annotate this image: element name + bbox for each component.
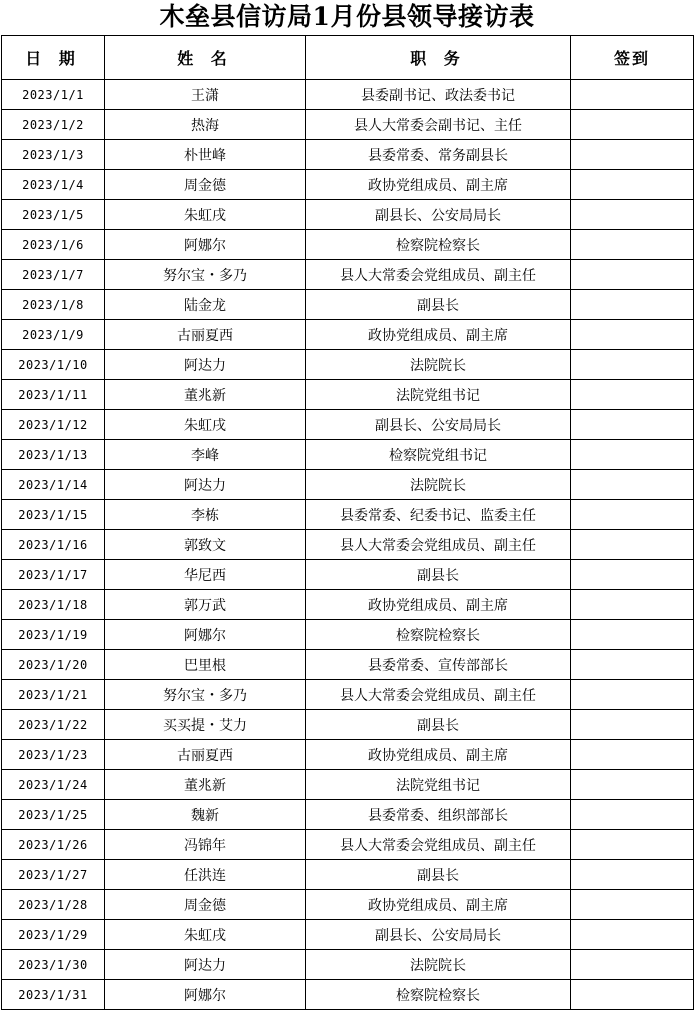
date-cell: 2023/1/18 <box>2 590 105 620</box>
date-cell: 2023/1/7 <box>2 260 105 290</box>
position-cell: 副县长 <box>306 560 571 590</box>
date-cell: 2023/1/6 <box>2 230 105 260</box>
sign-cell[interactable] <box>571 320 694 350</box>
sign-cell[interactable] <box>571 410 694 440</box>
position-cell: 副县长 <box>306 710 571 740</box>
position-cell: 法院院长 <box>306 950 571 980</box>
position-cell: 县人大常委会党组成员、副主任 <box>306 830 571 860</box>
visit-schedule-table <box>1 35 694 1010</box>
table-row <box>2 440 694 470</box>
sign-cell[interactable] <box>571 440 694 470</box>
sign-cell[interactable] <box>571 290 694 320</box>
name-cell: 阿达力 <box>105 350 306 380</box>
position-cell: 政协党组成员、副主席 <box>306 890 571 920</box>
table-row <box>2 860 694 890</box>
sign-cell[interactable] <box>571 260 694 290</box>
date-cell: 2023/1/27 <box>2 860 105 890</box>
name-cell: 朱虹戌 <box>105 410 306 440</box>
name-cell: 任洪连 <box>105 860 306 890</box>
table-row <box>2 200 694 230</box>
table-header <box>2 36 694 80</box>
table-row <box>2 950 694 980</box>
table-row <box>2 590 694 620</box>
date-cell: 2023/1/16 <box>2 530 105 560</box>
date-cell: 2023/1/25 <box>2 800 105 830</box>
date-cell: 2023/1/2 <box>2 110 105 140</box>
name-cell: 朱虹戌 <box>105 920 306 950</box>
position-cell: 法院党组书记 <box>306 380 571 410</box>
name-cell: 阿达力 <box>105 950 306 980</box>
name-cell: 努尔宝・多乃 <box>105 260 306 290</box>
table-row <box>2 110 694 140</box>
name-cell: 华尼西 <box>105 560 306 590</box>
sign-cell[interactable] <box>571 620 694 650</box>
table-row <box>2 740 694 770</box>
position-cell: 副县长 <box>306 860 571 890</box>
sign-cell[interactable] <box>571 920 694 950</box>
header-position: 职 务 <box>306 36 571 80</box>
name-cell: 朱虹戌 <box>105 200 306 230</box>
table-row <box>2 470 694 500</box>
page-title: 木垒县信访局1月份县领导接访表 <box>159 2 535 31</box>
name-cell: 李峰 <box>105 440 306 470</box>
position-cell: 县委常委、纪委书记、监委主任 <box>306 500 571 530</box>
sign-cell[interactable] <box>571 710 694 740</box>
position-cell: 法院党组书记 <box>306 770 571 800</box>
date-cell: 2023/1/28 <box>2 890 105 920</box>
date-cell: 2023/1/4 <box>2 170 105 200</box>
name-cell: 热海 <box>105 110 306 140</box>
position-cell: 检察院检察长 <box>306 230 571 260</box>
table-row <box>2 260 694 290</box>
table-row <box>2 320 694 350</box>
position-cell: 县委副书记、政法委书记 <box>306 80 571 110</box>
position-cell: 政协党组成员、副主席 <box>306 740 571 770</box>
position-cell: 副县长、公安局局长 <box>306 920 571 950</box>
name-cell: 阿达力 <box>105 470 306 500</box>
sign-cell[interactable] <box>571 380 694 410</box>
sign-cell[interactable] <box>571 800 694 830</box>
sign-cell[interactable] <box>571 530 694 560</box>
table-row <box>2 380 694 410</box>
position-cell: 检察院检察长 <box>306 980 571 1010</box>
position-cell: 政协党组成员、副主席 <box>306 590 571 620</box>
position-cell: 政协党组成员、副主席 <box>306 320 571 350</box>
sign-cell[interactable] <box>571 890 694 920</box>
date-cell: 2023/1/3 <box>2 140 105 170</box>
name-cell: 古丽夏西 <box>105 320 306 350</box>
name-cell: 王潇 <box>105 80 306 110</box>
position-cell: 法院院长 <box>306 350 571 380</box>
date-cell: 2023/1/15 <box>2 500 105 530</box>
table-row <box>2 560 694 590</box>
header-name: 姓 名 <box>105 36 306 80</box>
date-cell: 2023/1/8 <box>2 290 105 320</box>
table-row <box>2 230 694 260</box>
position-cell: 法院院长 <box>306 470 571 500</box>
date-cell: 2023/1/19 <box>2 620 105 650</box>
date-cell: 2023/1/10 <box>2 350 105 380</box>
table-row <box>2 140 694 170</box>
position-cell: 县人大常委会副书记、主任 <box>306 110 571 140</box>
sign-cell[interactable] <box>571 770 694 800</box>
date-cell: 2023/1/30 <box>2 950 105 980</box>
table-row <box>2 890 694 920</box>
name-cell: 阿娜尔 <box>105 230 306 260</box>
sign-cell[interactable] <box>571 680 694 710</box>
name-cell: 郭万武 <box>105 590 306 620</box>
table-row <box>2 770 694 800</box>
date-cell: 2023/1/21 <box>2 680 105 710</box>
table-row <box>2 650 694 680</box>
name-cell: 冯锦年 <box>105 830 306 860</box>
name-cell: 古丽夏西 <box>105 740 306 770</box>
name-cell: 买买提・艾力 <box>105 710 306 740</box>
name-cell: 周金德 <box>105 890 306 920</box>
position-cell: 检察院党组书记 <box>306 440 571 470</box>
date-cell: 2023/1/1 <box>2 80 105 110</box>
date-cell: 2023/1/22 <box>2 710 105 740</box>
table-row <box>2 410 694 440</box>
name-cell: 周金德 <box>105 170 306 200</box>
date-cell: 2023/1/24 <box>2 770 105 800</box>
sign-cell[interactable] <box>571 200 694 230</box>
table-row <box>2 710 694 740</box>
table-row <box>2 920 694 950</box>
sign-cell[interactable] <box>571 470 694 500</box>
sign-cell[interactable] <box>571 350 694 380</box>
position-cell: 县人大常委会党组成员、副主任 <box>306 260 571 290</box>
table-row <box>2 80 694 110</box>
table-row <box>2 800 694 830</box>
date-cell: 2023/1/20 <box>2 650 105 680</box>
name-cell: 魏新 <box>105 800 306 830</box>
date-cell: 2023/1/23 <box>2 740 105 770</box>
position-cell: 副县长 <box>306 290 571 320</box>
name-cell: 阿娜尔 <box>105 620 306 650</box>
table-row <box>2 830 694 860</box>
sign-cell[interactable] <box>571 740 694 770</box>
header-row <box>2 36 694 80</box>
date-cell: 2023/1/12 <box>2 410 105 440</box>
name-cell: 李栋 <box>105 500 306 530</box>
sign-cell[interactable] <box>571 110 694 140</box>
date-cell: 2023/1/26 <box>2 830 105 860</box>
sign-cell[interactable] <box>571 860 694 890</box>
position-cell: 县人大常委会党组成员、副主任 <box>306 530 571 560</box>
position-cell: 副县长、公安局局长 <box>306 200 571 230</box>
header-sign: 签到 <box>571 36 694 80</box>
name-cell: 董兆新 <box>105 770 306 800</box>
table-row <box>2 170 694 200</box>
name-cell: 努尔宝・多乃 <box>105 680 306 710</box>
date-cell: 2023/1/13 <box>2 440 105 470</box>
sign-cell[interactable] <box>571 140 694 170</box>
sign-cell[interactable] <box>571 230 694 260</box>
sign-cell[interactable] <box>571 560 694 590</box>
date-cell: 2023/1/5 <box>2 200 105 230</box>
table-row <box>2 680 694 710</box>
sign-cell[interactable] <box>571 650 694 680</box>
sign-cell[interactable] <box>571 500 694 530</box>
sign-cell[interactable] <box>571 170 694 200</box>
sign-cell[interactable] <box>571 80 694 110</box>
position-cell: 县委常委、宣传部部长 <box>306 650 571 680</box>
name-cell: 郭致文 <box>105 530 306 560</box>
name-cell: 巴里根 <box>105 650 306 680</box>
table-row <box>2 620 694 650</box>
name-cell: 董兆新 <box>105 380 306 410</box>
sign-cell[interactable] <box>571 830 694 860</box>
table-row <box>2 980 694 1010</box>
date-cell: 2023/1/31 <box>2 980 105 1010</box>
date-cell: 2023/1/9 <box>2 320 105 350</box>
date-cell: 2023/1/14 <box>2 470 105 500</box>
date-cell: 2023/1/17 <box>2 560 105 590</box>
name-cell: 陆金龙 <box>105 290 306 320</box>
name-cell: 朴世峰 <box>105 140 306 170</box>
sign-cell[interactable] <box>571 590 694 620</box>
date-cell: 2023/1/11 <box>2 380 105 410</box>
sign-cell[interactable] <box>571 950 694 980</box>
position-cell: 副县长、公安局局长 <box>306 410 571 440</box>
table-row <box>2 530 694 560</box>
table-row <box>2 500 694 530</box>
position-cell: 政协党组成员、副主席 <box>306 170 571 200</box>
position-cell: 县委常委、常务副县长 <box>306 140 571 170</box>
table-body <box>2 80 694 1010</box>
date-cell: 2023/1/29 <box>2 920 105 950</box>
position-cell: 县人大常委会党组成员、副主任 <box>306 680 571 710</box>
sign-cell[interactable] <box>571 980 694 1010</box>
table-row <box>2 350 694 380</box>
table-row <box>2 290 694 320</box>
name-cell: 阿娜尔 <box>105 980 306 1010</box>
header-date: 日 期 <box>2 36 105 80</box>
position-cell: 县委常委、组织部部长 <box>306 800 571 830</box>
position-cell: 检察院检察长 <box>306 620 571 650</box>
